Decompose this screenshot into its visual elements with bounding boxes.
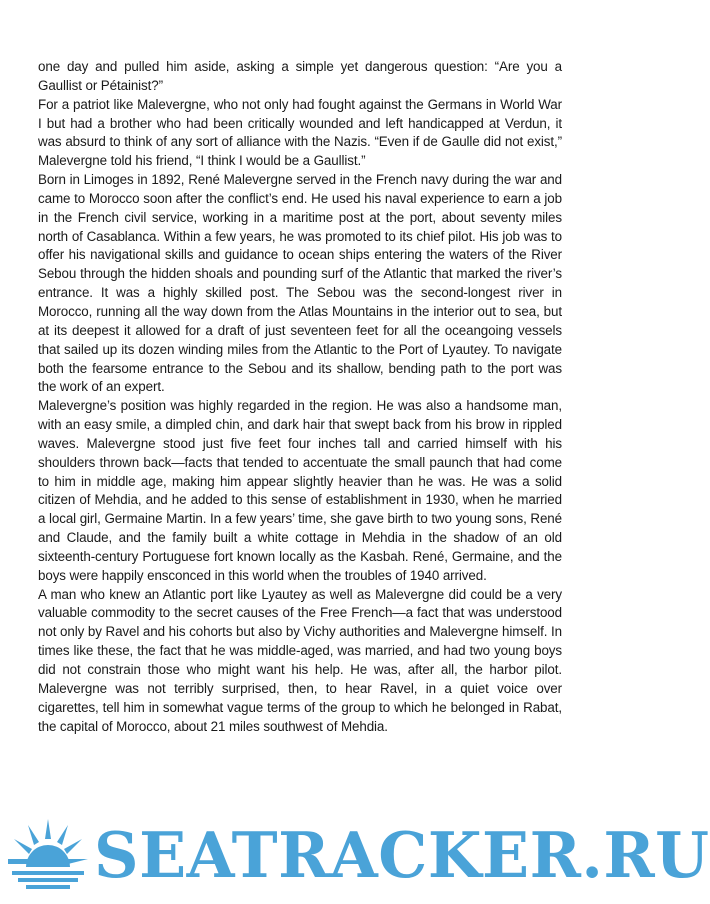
paragraph-1: one day and pulled him aside, asking a simple yet dangerous question: “Are you a Gaullist or Pétainist?” [38,59,562,93]
paragraph-5: A man who knew an Atlantic port like Lyautey as well as Malevergne did could be a very valuable commodity to the secret causes of the Free French—a fact that was understood not only by Ravel and his cohorts but also by Vichy authorities and Malevergne himself. In times like these, the fact that he was middle-aged, was married, and had two young boys did not constrain those who might want his help. He was, after all, the harbor pilot. Malevergne was not terribly surprised, then, to hear Ravel, in a quiet voice over cigarettes, tell him in somewhat vague terms of the group to which he belonged in Rabat, the capital of Morocco, about 21 miles southwest of Mehdia. [38,586,562,734]
paragraph-3: Born in Limoges in 1892, René Malevergne served in the French navy during the war and came to Morocco soon after the conflict’s end. He used his naval experience to earn a job in the French civil service, working in a maritime post at the port, about seventy miles north of Casablanca. Within a few years, he was promoted to its chief pilot. His job was to offer his navigational skills and guidance to ocean ships entering the waters of the River Sebou through the hidden shoals and pounding surf of the Atlantic that marked the river’s entrance. It was a highly skilled post. The Sebou was the second-longest river in Morocco, running all the way down from the Atlas Mountains in the interior out to sea, but at its deepest it allowed for a draft of just seventeen feet for all the oceangoing vessels that sailed up its dozen winding miles from the Atlantic to the Port of Lyautey. To navigate both the fearsome entrance to the Sebou and its shallow, bending path to the port was the work of an expert. [38,172,562,395]
paragraph-4: Malevergne’s position was highly regarded in the region. He was also a handsome man, with an easy smile, a dimpled chin, and dark hair that swept back from his brow in rippled waves. Malevergne stood just five feet four inches tall and carried himself with his shoulders thrown back—facts that tended to accentuate the small paunch that had come to him in middle age, making him appear slightly heavier than he was. He was a solid citizen of Mehdia, and he added to this sense of establishment in 1930, when he married a local girl, Germaine Martin. In a few years’ time, she gave birth to two young sons, René and Claude, and the family built a white cottage in Mehdia in the shadow of an old sixteenth-century Portuguese fort known locally as the Kasbah. René, Germaine, and the boys were happily ensconced in this world when the troubles of 1940 arrived. [38,398,562,583]
watermark [0,815,710,895]
sun-icon [8,817,88,893]
page-body [38,58,562,736]
paragraph-2: For a patriot like Malevergne, who not only had fought against the Germans in World War I but had a brother who had been critically wounded and left handicapped at Verdun, it was absurd to think of any sort of alliance with the Nazis. “Even if de Gaulle did not exist,” Malevergne told his friend, “I think I would be a Gaullist.” [38,96,562,169]
watermark-text: SEATRACKER.RU [94,818,710,892]
